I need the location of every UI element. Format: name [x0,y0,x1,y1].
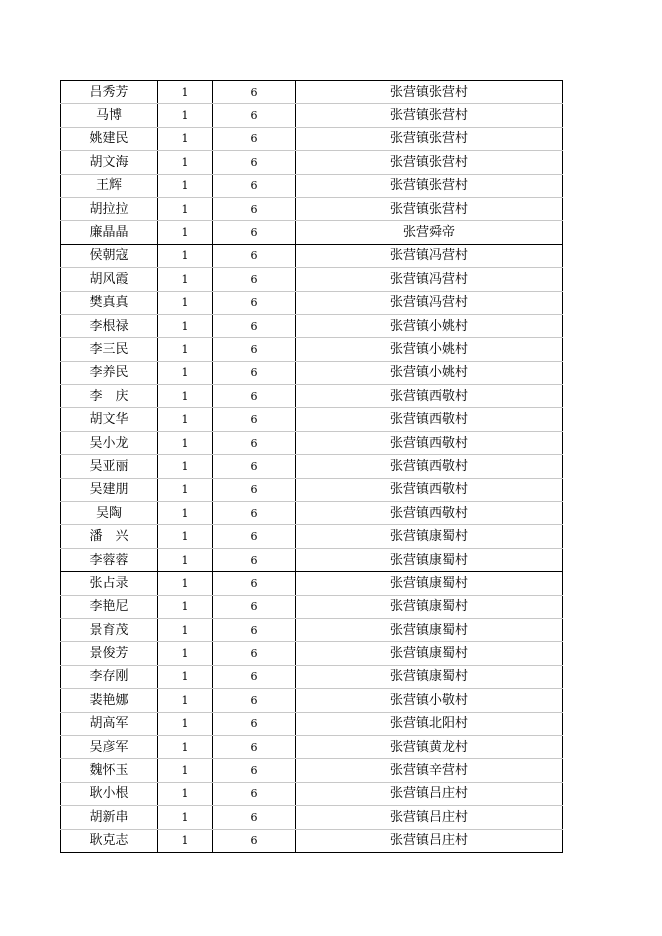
name-cell: 胡风霞 [61,268,158,291]
name-cell: 魏怀玉 [61,759,158,782]
table-row [61,314,563,337]
table-row [61,642,563,665]
value-cell: 6 [213,618,296,641]
count-cell: 1 [158,221,213,244]
table-row [61,618,563,641]
location-cell: 张营镇西敬村 [296,385,563,408]
location-cell: 张营镇吕庄村 [296,806,563,829]
value-cell: 6 [213,759,296,782]
name-cell: 吴陶 [61,502,158,525]
name-cell: 廉晶晶 [61,221,158,244]
location-cell: 张营镇张营村 [296,174,563,197]
table-row [61,197,563,220]
value-cell: 6 [213,408,296,431]
value-cell: 6 [213,806,296,829]
count-cell: 1 [158,548,213,571]
count-cell: 1 [158,314,213,337]
count-cell: 1 [158,712,213,735]
value-cell: 6 [213,174,296,197]
count-cell: 1 [158,385,213,408]
value-cell: 6 [213,455,296,478]
name-cell: 马博 [61,104,158,127]
location-cell: 张营镇康蜀村 [296,548,563,571]
table-row [61,665,563,688]
location-cell: 张营镇张营村 [296,104,563,127]
location-cell: 张营镇小姚村 [296,361,563,384]
value-cell: 6 [213,151,296,174]
count-cell: 1 [158,759,213,782]
value-cell: 6 [213,572,296,595]
table-row [61,759,563,782]
table-row [61,244,563,267]
location-cell: 张营镇张营村 [296,197,563,220]
name-cell: 景俊芳 [61,642,158,665]
location-cell: 张营镇康蜀村 [296,618,563,641]
location-cell: 张营镇西敬村 [296,502,563,525]
location-cell: 张营镇康蜀村 [296,642,563,665]
table-row [61,806,563,829]
location-cell: 张营镇西敬村 [296,478,563,501]
name-cell: 裴艳娜 [61,689,158,712]
name-cell: 侯朝寇 [61,244,158,267]
count-cell: 1 [158,174,213,197]
location-cell: 张营镇康蜀村 [296,525,563,548]
count-cell: 1 [158,291,213,314]
name-cell: 耿克志 [61,829,158,852]
value-cell: 6 [213,478,296,501]
table-row [61,127,563,150]
location-cell: 张营镇辛营村 [296,759,563,782]
value-cell: 6 [213,268,296,291]
name-cell: 李蓉蓉 [61,548,158,571]
value-cell: 6 [213,782,296,805]
location-cell: 张营镇张营村 [296,127,563,150]
table-row [61,595,563,618]
table-row [61,408,563,431]
table-row [61,548,563,571]
name-cell: 胡文华 [61,408,158,431]
count-cell: 1 [158,735,213,758]
name-cell: 李 庆 [61,385,158,408]
count-cell: 1 [158,478,213,501]
name-cell: 姚建民 [61,127,158,150]
location-cell: 张营镇西敬村 [296,455,563,478]
location-cell: 张营镇张营村 [296,151,563,174]
count-cell: 1 [158,197,213,220]
location-cell: 张营镇北阳村 [296,712,563,735]
value-cell: 6 [213,829,296,852]
name-cell: 胡新串 [61,806,158,829]
value-cell: 6 [213,127,296,150]
value-cell: 6 [213,361,296,384]
count-cell: 1 [158,244,213,267]
table-row [61,338,563,361]
count-cell: 1 [158,408,213,431]
record-table-body [61,81,563,853]
record-table [60,80,563,853]
table-row [61,174,563,197]
location-cell: 张营镇西敬村 [296,408,563,431]
table-row [61,104,563,127]
count-cell: 1 [158,572,213,595]
count-cell: 1 [158,81,213,104]
location-cell: 张营镇康蜀村 [296,572,563,595]
location-cell: 张营镇小姚村 [296,314,563,337]
name-cell: 景育茂 [61,618,158,641]
table-row [61,829,563,852]
name-cell: 胡高军 [61,712,158,735]
name-cell: 吴亚丽 [61,455,158,478]
table-row [61,221,563,244]
location-cell: 张营镇黄龙村 [296,735,563,758]
table-row [61,455,563,478]
count-cell: 1 [158,338,213,361]
name-cell: 张占录 [61,572,158,595]
table-row [61,81,563,104]
value-cell: 6 [213,81,296,104]
table-row [61,361,563,384]
count-cell: 1 [158,268,213,291]
count-cell: 1 [158,361,213,384]
location-cell: 张营镇吕庄村 [296,829,563,852]
value-cell: 6 [213,712,296,735]
table-row [61,782,563,805]
count-cell: 1 [158,829,213,852]
table-row [61,151,563,174]
name-cell: 耿小根 [61,782,158,805]
name-cell: 吕秀芳 [61,81,158,104]
name-cell: 胡文海 [61,151,158,174]
name-cell: 胡拉拉 [61,197,158,220]
count-cell: 1 [158,455,213,478]
count-cell: 1 [158,642,213,665]
value-cell: 6 [213,502,296,525]
value-cell: 6 [213,431,296,454]
name-cell: 李艳尼 [61,595,158,618]
count-cell: 1 [158,104,213,127]
table-row [61,502,563,525]
name-cell: 吴小龙 [61,431,158,454]
location-cell: 张营舜帝 [296,221,563,244]
value-cell: 6 [213,642,296,665]
name-cell: 吴建朋 [61,478,158,501]
location-cell: 张营镇冯营村 [296,291,563,314]
table-row [61,735,563,758]
count-cell: 1 [158,689,213,712]
value-cell: 6 [213,338,296,361]
name-cell: 李三民 [61,338,158,361]
location-cell: 张营镇康蜀村 [296,665,563,688]
count-cell: 1 [158,665,213,688]
value-cell: 6 [213,665,296,688]
count-cell: 1 [158,127,213,150]
table-row [61,385,563,408]
value-cell: 6 [213,104,296,127]
value-cell: 6 [213,244,296,267]
count-cell: 1 [158,806,213,829]
value-cell: 6 [213,595,296,618]
table-row [61,689,563,712]
location-cell: 张营镇小敬村 [296,689,563,712]
location-cell: 张营镇西敬村 [296,431,563,454]
location-cell: 张营镇冯营村 [296,268,563,291]
table-row [61,291,563,314]
value-cell: 6 [213,548,296,571]
value-cell: 6 [213,291,296,314]
name-cell: 樊真真 [61,291,158,314]
name-cell: 李存刚 [61,665,158,688]
location-cell: 张营镇小姚村 [296,338,563,361]
location-cell: 张营镇张营村 [296,81,563,104]
location-cell: 张营镇吕庄村 [296,782,563,805]
value-cell: 6 [213,385,296,408]
location-cell: 张营镇康蜀村 [296,595,563,618]
value-cell: 6 [213,525,296,548]
table-row [61,268,563,291]
table-row [61,525,563,548]
table-row [61,478,563,501]
count-cell: 1 [158,502,213,525]
name-cell: 王辉 [61,174,158,197]
value-cell: 6 [213,221,296,244]
name-cell: 潘 兴 [61,525,158,548]
count-cell: 1 [158,618,213,641]
value-cell: 6 [213,197,296,220]
value-cell: 6 [213,689,296,712]
count-cell: 1 [158,782,213,805]
table-row [61,572,563,595]
table-row [61,431,563,454]
count-cell: 1 [158,151,213,174]
location-cell: 张营镇冯营村 [296,244,563,267]
value-cell: 6 [213,735,296,758]
table-row [61,712,563,735]
count-cell: 1 [158,595,213,618]
name-cell: 李根禄 [61,314,158,337]
count-cell: 1 [158,525,213,548]
name-cell: 李养民 [61,361,158,384]
name-cell: 吴彦军 [61,735,158,758]
value-cell: 6 [213,314,296,337]
count-cell: 1 [158,431,213,454]
